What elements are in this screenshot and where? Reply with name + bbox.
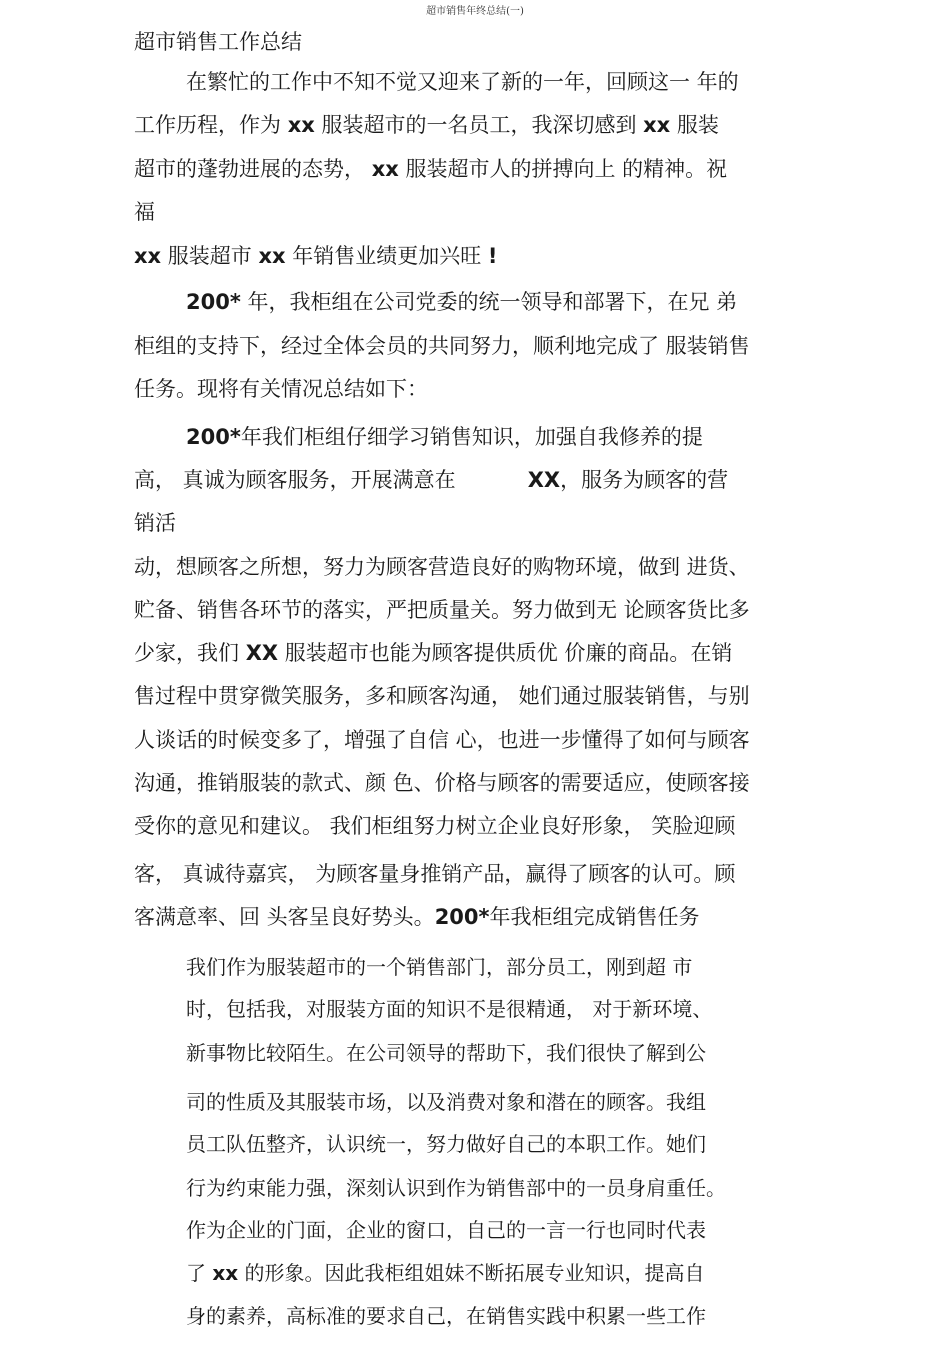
text-line: 沟通，推销服装的款式、颜 色、价格与顾客的需要适应，使顾客接 — [134, 771, 750, 795]
text-line: 动，想顾客之所想，努力为顾客营造良好的购物环境，做到 进货、 — [134, 555, 750, 579]
text-line: 售过程中贯穿微笑服务，多和顾客沟通， 她们通过服装销售，与别 — [134, 684, 750, 708]
text-line: 工作历程，作为 xx 服装超市的一名员工，我深切感到 xx 服装 — [134, 113, 719, 137]
text-line: 了 xx 的形象。因此我柜组姐妹不断拓展专业知识，提高自 — [186, 1261, 705, 1285]
text-line: 行为约束能力强，深刻认识到作为销售部中的一员身肩重任。 — [186, 1176, 726, 1200]
text-line: 福 — [134, 200, 155, 224]
text-line: 客满意率、回 头客呈良好势头。200*年我柜组完成销售任务 — [134, 905, 700, 929]
text-line: 受你的意见和建议。 我们柜组努力树立企业良好形象， 笑脸迎顾 — [134, 814, 736, 838]
text-line: 高， 真诚为顾客服务，开展满意在 XX，服务为顾客的营 — [134, 468, 729, 492]
text-line: 贮备、销售各环节的落实，严把质量关。努力做到无 论顾客货比多 — [134, 598, 750, 622]
text-line: 超市的蓬勃进展的态势， xx 服装超市人的拼搏向上 的精神。祝 — [134, 157, 728, 181]
text-line: 在繁忙的工作中不知不觉又迎来了新的一年，回顾这一 年的 — [186, 70, 739, 94]
text-line: 我们作为服装超市的一个销售部门，部分员工，刚到超 市 — [186, 955, 693, 979]
text-line: 作为企业的门面，企业的窗口，自己的一言一行也同时代表 — [186, 1218, 706, 1242]
text-line: 员工队伍整齐，认识统一，努力做好自己的本职工作。她们 — [186, 1132, 706, 1156]
text-line: 200* 年，我柜组在公司党委的统一领导和部署下，在兄 弟 — [186, 290, 738, 314]
page-header: 超市销售年终总结(一) — [426, 6, 524, 17]
text-line: 人谈话的时候变多了，增强了自信 心，也进一步懂得了如何与顾客 — [134, 728, 750, 752]
text-line: 少家，我们 XX 服装超市也能为顾客提供质优 价廉的商品。在销 — [134, 641, 733, 665]
text-line: 新事物比较陌生。在公司领导的帮助下，我们很快了解到公 — [186, 1041, 706, 1065]
text-line: 身的素养，高标准的要求自己，在销售实践中积累一些工作 — [186, 1304, 706, 1328]
text-line: 客， 真诚待嘉宾， 为顾客量身推销产品，赢得了顾客的认可。顾 — [134, 862, 736, 886]
text-line: 200*年我们柜组仔细学习销售知识，加强自我修养的提 — [186, 425, 703, 449]
text-line: xx 服装超市 xx 年销售业绩更加兴旺 ! — [134, 244, 498, 268]
text-line: 销活 — [134, 511, 176, 535]
text-line: 柜组的支持下，经过全体会员的共同努力，顺利地完成了 服装销售 — [134, 334, 750, 358]
text-line: 时，包括我，对服装方面的知识不是很精通， 对于新环境、 — [186, 997, 713, 1021]
text-line: 任务。现将有关情况总结如下： — [134, 377, 428, 401]
text-line: 司的性质及其服装市场，以及消费对象和潜在的顾客。我组 — [186, 1090, 706, 1114]
document-title: 超市销售工作总结 — [134, 30, 302, 54]
